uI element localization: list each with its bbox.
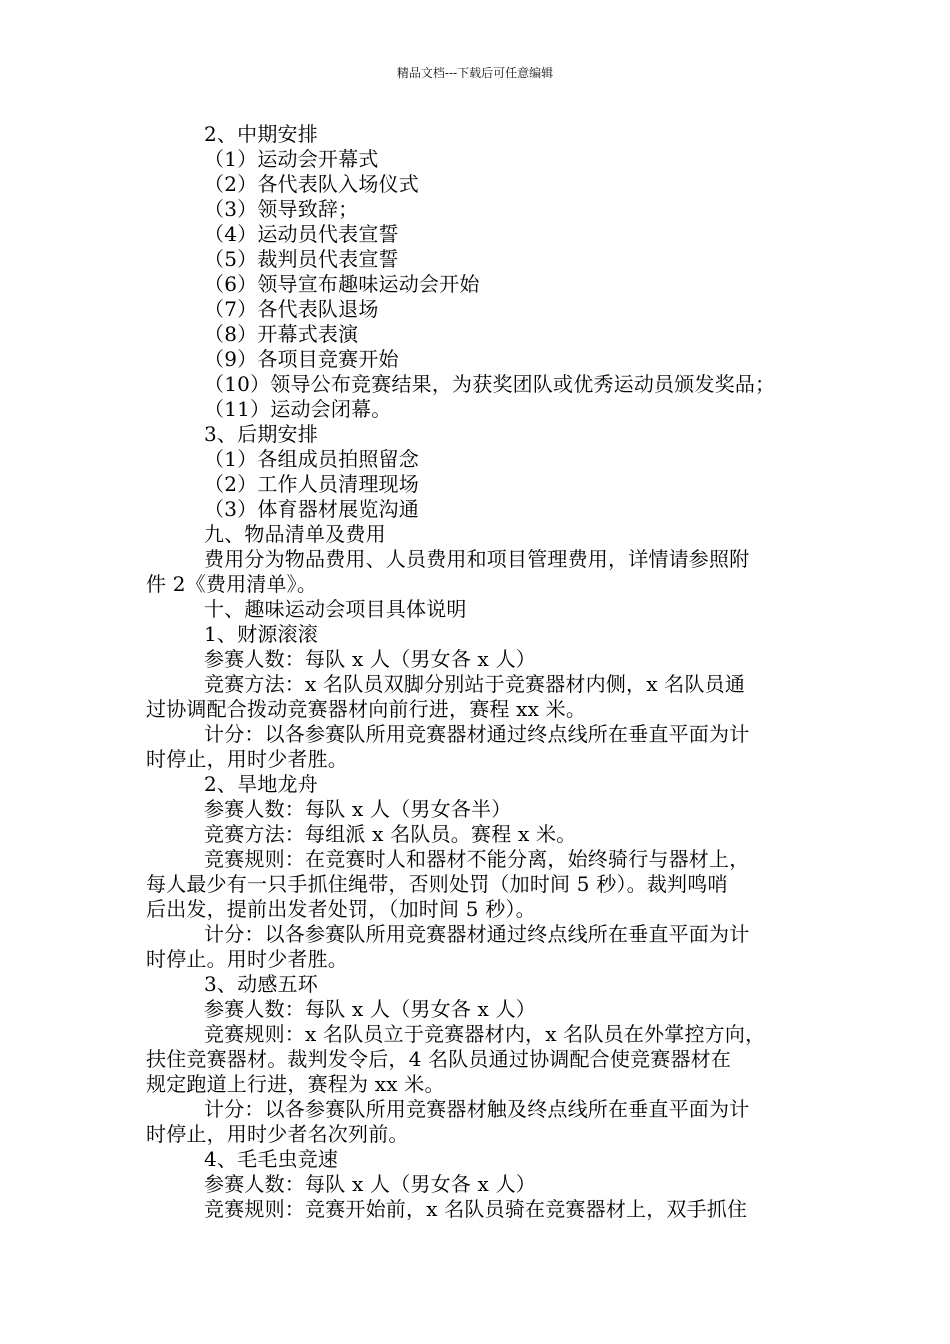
- paragraph-line: 竞赛方法：x 名队员双脚分别站于竞赛器材内侧，x 名队员通: [204, 672, 746, 696]
- paragraph-line: 每人最少有一只手抓住绳带，否则处罚（加时间 5 秒）。裁判鸣哨: [146, 872, 728, 896]
- paragraph-line: 参赛人数：每队 x 人（男女各 x 人）: [204, 647, 536, 671]
- paragraph-line: 扶住竞赛器材。裁判发令后，4 名队员通过协调配合使竞赛器材在: [146, 1047, 732, 1071]
- paragraph-line: 计分：以各参赛队所用竞赛器材触及终点线所在垂直平面为计: [204, 1097, 750, 1121]
- paragraph-line: 竞赛规则：x 名队员立于竞赛器材内，x 名队员在外掌控方向，: [204, 1022, 766, 1046]
- list-item: （4）运动员代表宣誓: [204, 222, 399, 246]
- list-item: （7）各代表队退场: [204, 297, 379, 321]
- list-item: （3）体育器材展览沟通: [204, 497, 419, 521]
- list-item: （2）工作人员清理现场: [204, 472, 419, 496]
- paragraph-line: 计分：以各参赛队所用竞赛器材通过终点线所在垂直平面为计: [204, 722, 750, 746]
- section-heading: 九、物品清单及费用: [204, 522, 386, 546]
- item-heading: 1、财源滚滚: [204, 622, 318, 646]
- list-item: （9）各项目竞赛开始: [204, 347, 399, 371]
- paragraph-line: 件 2《费用清单》。: [146, 572, 318, 596]
- section-heading: 2、中期安排: [204, 122, 318, 146]
- list-item: （11）运动会闭幕。: [204, 397, 392, 421]
- paragraph-line: 规定跑道上行进，赛程为 xx 米。: [146, 1072, 445, 1096]
- list-item: （6）领导宣布趣味运动会开始: [204, 272, 480, 296]
- list-item: （2）各代表队入场仪式: [204, 172, 419, 196]
- item-heading: 3、动感五环: [204, 972, 318, 996]
- paragraph-line: 计分：以各参赛队所用竞赛器材通过终点线所在垂直平面为计: [204, 922, 750, 946]
- list-item: （3）领导致辞；: [204, 197, 359, 221]
- list-item: （1）运动会开幕式: [204, 147, 379, 171]
- paragraph-line: 时停止，用时少者名次列前。: [146, 1122, 409, 1146]
- paragraph-line: 时停止。用时少者胜。: [146, 947, 348, 971]
- item-heading: 2、旱地龙舟: [204, 772, 318, 796]
- paragraph-line: 参赛人数：每队 x 人（男女各半）: [204, 797, 512, 821]
- paragraph-line: 竞赛规则：竞赛开始前，x 名队员骑在竞赛器材上，双手抓住: [204, 1197, 748, 1221]
- paragraph-line: 过协调配合拨动竞赛器材向前行进，赛程 xx 米。: [146, 697, 587, 721]
- paragraph-line: 竞赛规则：在竞赛时人和器材不能分离，始终骑行与器材上，: [204, 847, 750, 871]
- paragraph-line: 后出发，提前出发者处罚，（加时间 5 秒）。: [146, 897, 536, 921]
- section-heading: 十、趣味运动会项目具体说明: [204, 597, 467, 621]
- item-heading: 4、毛毛虫竞速: [204, 1147, 339, 1171]
- paragraph-line: 参赛人数：每队 x 人（男女各 x 人）: [204, 997, 536, 1021]
- section-heading: 3、后期安排: [204, 422, 318, 446]
- paragraph-line: 费用分为物品费用、人员费用和项目管理费用，详情请参照附: [204, 547, 750, 571]
- list-item: （1）各组成员拍照留念: [204, 447, 419, 471]
- list-item: （10）领导公布竞赛结果，为获奖团队或优秀运动员颁发奖品；: [204, 372, 776, 396]
- list-item: （5）裁判员代表宣誓: [204, 247, 399, 271]
- document-body: [146, 122, 814, 1222]
- list-item: （8）开幕式表演: [204, 322, 359, 346]
- paragraph-line: 参赛人数：每队 x 人（男女各 x 人）: [204, 1172, 536, 1196]
- paragraph-line: 竞赛方法：每组派 x 名队员。赛程 x 米。: [204, 822, 577, 846]
- paragraph-line: 时停止，用时少者胜。: [146, 747, 348, 771]
- page-header: 精品文档---下载后可任意编辑: [396, 66, 554, 80]
